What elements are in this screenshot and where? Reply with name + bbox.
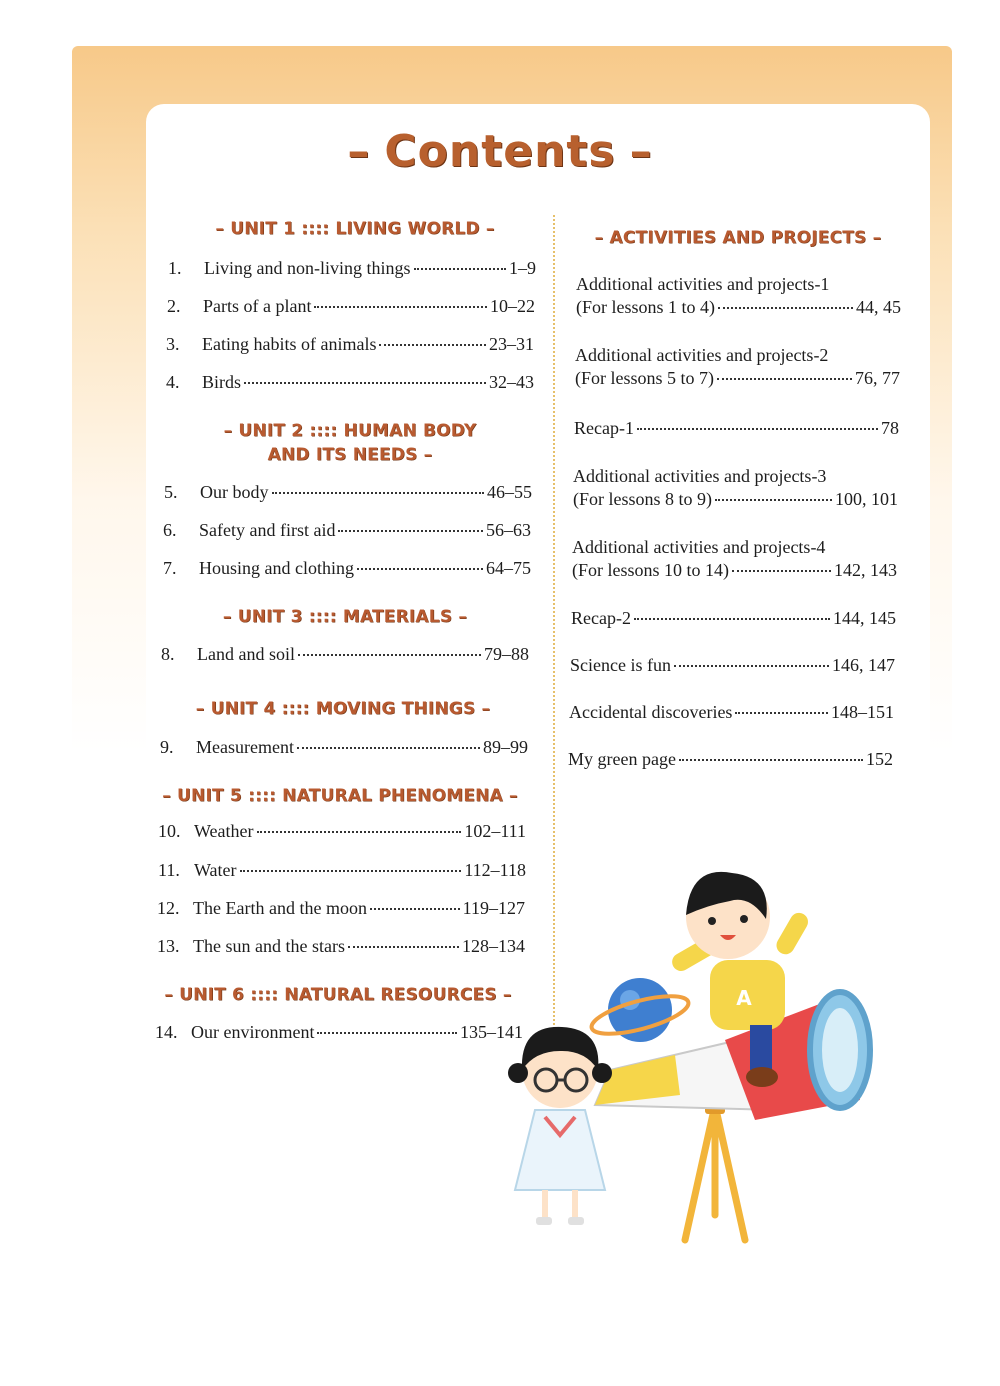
activity-title: My green page (568, 749, 676, 769)
lesson-number: 11. (158, 860, 180, 880)
dot-leader (314, 306, 487, 308)
lesson-pages: 135–141 (460, 1022, 523, 1042)
lesson-pages: 102–111 (464, 821, 526, 841)
activity-pages: 144, 145 (833, 608, 896, 628)
lesson-title: Weather (194, 821, 254, 841)
dot-leader (298, 654, 481, 656)
unit-5-heading: – UNIT 5 :::: NATURAL PHENOMENA – (162, 786, 518, 806)
lesson-pages: 119–127 (462, 898, 525, 918)
activity-title: Additional activities and projects-3 (573, 466, 827, 486)
lesson-title: Housing and clothing (199, 558, 354, 578)
toc-entry-13[interactable] (157, 936, 525, 957)
activity-entry-3[interactable] (573, 466, 898, 512)
activity-entry-recap-2[interactable] (571, 608, 896, 631)
activity-pages: 146, 147 (832, 655, 895, 675)
lesson-title: Measurement (196, 737, 294, 757)
activity-entry-recap-1[interactable] (574, 418, 899, 441)
lesson-number: 14. (155, 1022, 178, 1042)
lesson-pages: 10–22 (490, 296, 535, 316)
unit-1-heading: – UNIT 1 :::: LIVING WORLD – (215, 219, 495, 239)
lesson-title: Water (194, 860, 237, 880)
dot-leader (317, 1032, 457, 1034)
activity-title: Recap-2 (571, 608, 631, 628)
toc-entry-12[interactable] (157, 898, 525, 919)
toc-entry-11[interactable] (158, 860, 526, 881)
toc-entry-5[interactable] (164, 482, 532, 503)
dot-leader (634, 618, 830, 620)
lesson-number: 2. (167, 296, 181, 316)
activity-title: Additional activities and projects-4 (572, 537, 826, 557)
lesson-title: Parts of a plant (203, 296, 312, 316)
lesson-pages: 89–99 (483, 737, 528, 757)
activity-entry-2[interactable] (575, 345, 900, 391)
toc-entry-8[interactable] (161, 644, 529, 665)
lesson-pages: 23–31 (489, 334, 534, 354)
lesson-number: 13. (157, 936, 180, 956)
activity-pages: 78 (881, 418, 899, 438)
activity-title: Additional activities and projects-2 (575, 345, 829, 365)
activity-pages: 142, 143 (834, 560, 897, 580)
title-text: Contents (384, 126, 616, 177)
toc-entry-10[interactable] (158, 821, 526, 842)
activity-title: Science is fun (570, 655, 671, 675)
kids-telescope-illustration (500, 855, 920, 1255)
lesson-number: 5. (164, 482, 178, 502)
lesson-pages: 56–63 (486, 520, 531, 540)
activity-subtitle: (For lessons 1 to 4) (576, 297, 715, 317)
dot-leader (717, 378, 852, 380)
lesson-pages: 1–9 (509, 258, 536, 278)
lesson-title: The Earth and the moon (193, 898, 367, 918)
dot-leader (240, 870, 462, 872)
dot-leader (338, 530, 483, 532)
tripod (685, 1100, 745, 1240)
activity-entry-my-green-page[interactable] (568, 749, 893, 772)
dot-leader (637, 428, 878, 430)
dot-leader (718, 307, 853, 309)
lesson-pages: 32–43 (489, 372, 534, 392)
toc-entry-2[interactable] (167, 296, 535, 317)
lesson-pages: 64–75 (486, 558, 531, 578)
dot-leader (297, 747, 480, 749)
activity-pages: 152 (866, 749, 893, 769)
lesson-title: The sun and the stars (193, 936, 345, 956)
activity-title: Additional activities and projects-1 (576, 274, 830, 294)
lesson-pages: 46–55 (487, 482, 532, 502)
activity-title: Accidental discoveries (569, 702, 733, 722)
dot-leader (735, 712, 828, 714)
page-title (0, 126, 1000, 177)
toc-entry-1[interactable] (168, 258, 536, 279)
dot-leader (348, 946, 459, 948)
activity-entry-accidental-discoveries[interactable] (569, 702, 894, 725)
dot-leader (715, 499, 832, 501)
activity-subtitle: (For lessons 8 to 9) (573, 489, 712, 509)
lesson-number: 4. (166, 372, 180, 392)
lesson-number: 12. (157, 898, 180, 918)
activity-subtitle: (For lessons 5 to 7) (575, 368, 714, 388)
planet-icon (588, 978, 692, 1042)
lesson-title: Living and non-living things (204, 258, 411, 278)
toc-entry-14[interactable] (155, 1022, 523, 1043)
toc-entry-6[interactable] (163, 520, 531, 541)
dot-leader (732, 570, 831, 572)
unit-4-heading: – UNIT 4 :::: MOVING THINGS – (195, 699, 491, 719)
dot-leader (370, 908, 460, 910)
lesson-pages: 79–88 (484, 644, 529, 664)
lesson-number: 7. (163, 558, 177, 578)
unit-2-heading-line-1: – UNIT 2 :::: HUMAN BODY (223, 421, 477, 441)
dot-leader (272, 492, 485, 494)
lesson-number: 8. (161, 644, 175, 664)
toc-entry-7[interactable] (163, 558, 531, 579)
activity-pages: 76, 77 (855, 368, 900, 388)
lesson-title: Eating habits of animals (202, 334, 377, 354)
unit-3-heading: – UNIT 3 :::: MATERIALS – (222, 607, 468, 627)
unit-6-heading: – UNIT 6 :::: NATURAL RESOURCES – (164, 985, 512, 1005)
activity-entry-1[interactable] (576, 274, 901, 320)
lesson-title: Our body (200, 482, 269, 502)
lesson-title: Birds (202, 372, 242, 392)
unit-2-heading-line-2: AND ITS NEEDS – (267, 445, 433, 465)
lesson-pages: 128–134 (462, 936, 525, 956)
dot-leader (244, 382, 486, 384)
lesson-title: Our environment (191, 1022, 315, 1042)
activity-subtitle: (For lessons 10 to 14) (572, 560, 729, 580)
lesson-number: 9. (160, 737, 174, 757)
lesson-title: Safety and first aid (199, 520, 336, 540)
dot-leader (674, 665, 829, 667)
toc-entry-4[interactable] (166, 372, 534, 393)
lesson-number: 3. (166, 334, 180, 354)
activity-entry-4[interactable] (572, 537, 897, 583)
activity-pages: 44, 45 (856, 297, 901, 317)
lesson-number: 1. (168, 258, 182, 278)
toc-entry-3[interactable] (166, 334, 534, 355)
dot-leader (379, 344, 486, 346)
toc-entry-9[interactable] (160, 737, 528, 758)
lesson-title: Land and soil (197, 644, 295, 664)
dot-leader (679, 759, 863, 761)
dot-leader (257, 831, 462, 833)
lesson-pages: 112–118 (464, 860, 526, 880)
activity-title: Recap-1 (574, 418, 634, 438)
dot-leader (414, 268, 507, 270)
lesson-number: 10. (158, 821, 181, 841)
activity-pages: 148–151 (831, 702, 894, 722)
title-dash-right: – (629, 126, 653, 177)
shirt-letter: A (736, 986, 752, 1010)
title-dash-left: – (347, 126, 371, 177)
girl-character (508, 1027, 612, 1225)
lesson-number: 6. (163, 520, 177, 540)
activity-pages: 100, 101 (835, 489, 898, 509)
dot-leader (357, 568, 483, 570)
activity-entry-science-is-fun[interactable] (570, 655, 895, 678)
activities-heading: – ACTIVITIES AND PROJECTS – (594, 228, 882, 248)
